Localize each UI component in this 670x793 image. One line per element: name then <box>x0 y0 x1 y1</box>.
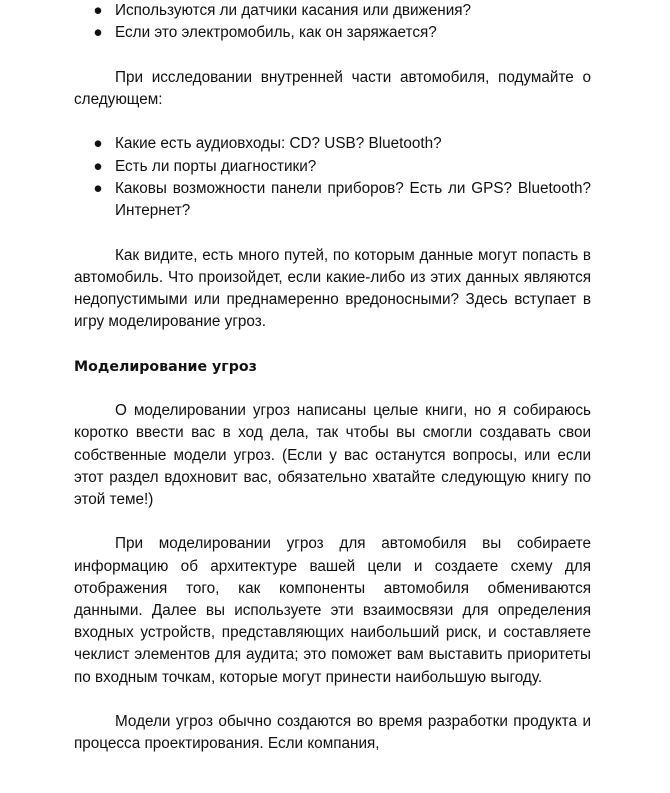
spacer <box>74 689 591 711</box>
spacer <box>74 111 591 133</box>
list-item <box>74 22 591 44</box>
paragraph-interior: При исследовании внутренней части автомобиля, подумайте о следующем: <box>74 68 591 108</box>
list-item <box>74 156 591 178</box>
bullet-icon: ● <box>93 24 103 42</box>
list-item-text: Используются ли датчики касания или движения? <box>115 2 472 19</box>
section-heading: Моделирование угроз <box>74 358 257 375</box>
paragraph-threat-models: Модели угроз обычно создаются во время разработки продукта и процесса проектирования. Если компания, <box>74 713 591 753</box>
paragraph-threat-process: При моделировании угроз для автомобиля вы собираете информацию об архитектуре вашей цели и создаете схему для отображения того, как компоненты автомобиля обмениваются данными. Далее вы используете эти взаимосвязи для определения входных устройств, представляющих наибольший риск, и составляете чеклист элементов для аудита; это поможет вам выставить приоритеты по входным точкам, которые могут принести наибольшую выгоду. <box>74 535 591 686</box>
bullet-list-sensors <box>74 0 591 44</box>
list-item-text: Какие есть аудиовходы: CD? USB? Bluetooth? <box>115 135 442 153</box>
spacer <box>74 222 591 244</box>
spacer <box>74 511 591 533</box>
paragraph-threat-books: О моделировании угроз написаны целые книги, но я собираюсь коротко ввести вас в ход дела, так чтобы вы смогли создавать свои собственные модели угроз. (Если у вас останутся вопросы, или если этот раздел вдохновит вас, обязательно хватайте следующую книгу по этой теме!) <box>74 402 591 508</box>
spacer <box>74 333 591 355</box>
spacer <box>74 44 591 66</box>
list-item-text: Есть ли порты диагностики? <box>115 157 317 175</box>
document-page <box>74 0 591 756</box>
bullet-icon: ● <box>93 157 103 175</box>
list-item <box>74 178 591 222</box>
list-item <box>74 133 591 155</box>
spacer <box>74 378 591 400</box>
list-item-text: Если это электромобиль, как он заряжается? <box>115 24 437 42</box>
list-item <box>74 0 591 22</box>
bullet-icon: ● <box>93 2 103 19</box>
bullet-list-interior <box>74 133 591 222</box>
bullet-icon: ● <box>93 135 103 153</box>
bullet-icon: ● <box>93 179 103 197</box>
paragraph-data-paths: Как видите, есть много путей, по которым данные могут попасть в автомобиль. Что произойдет, если какие-либо из этих данных являются недопустимыми или преднамеренно вредоносными? Здесь вступает в игру моделирование угроз. <box>74 246 591 331</box>
list-item-text: Каковы возможности панели приборов? Есть ли GPS? Bluetooth? Интернет? <box>115 179 591 220</box>
